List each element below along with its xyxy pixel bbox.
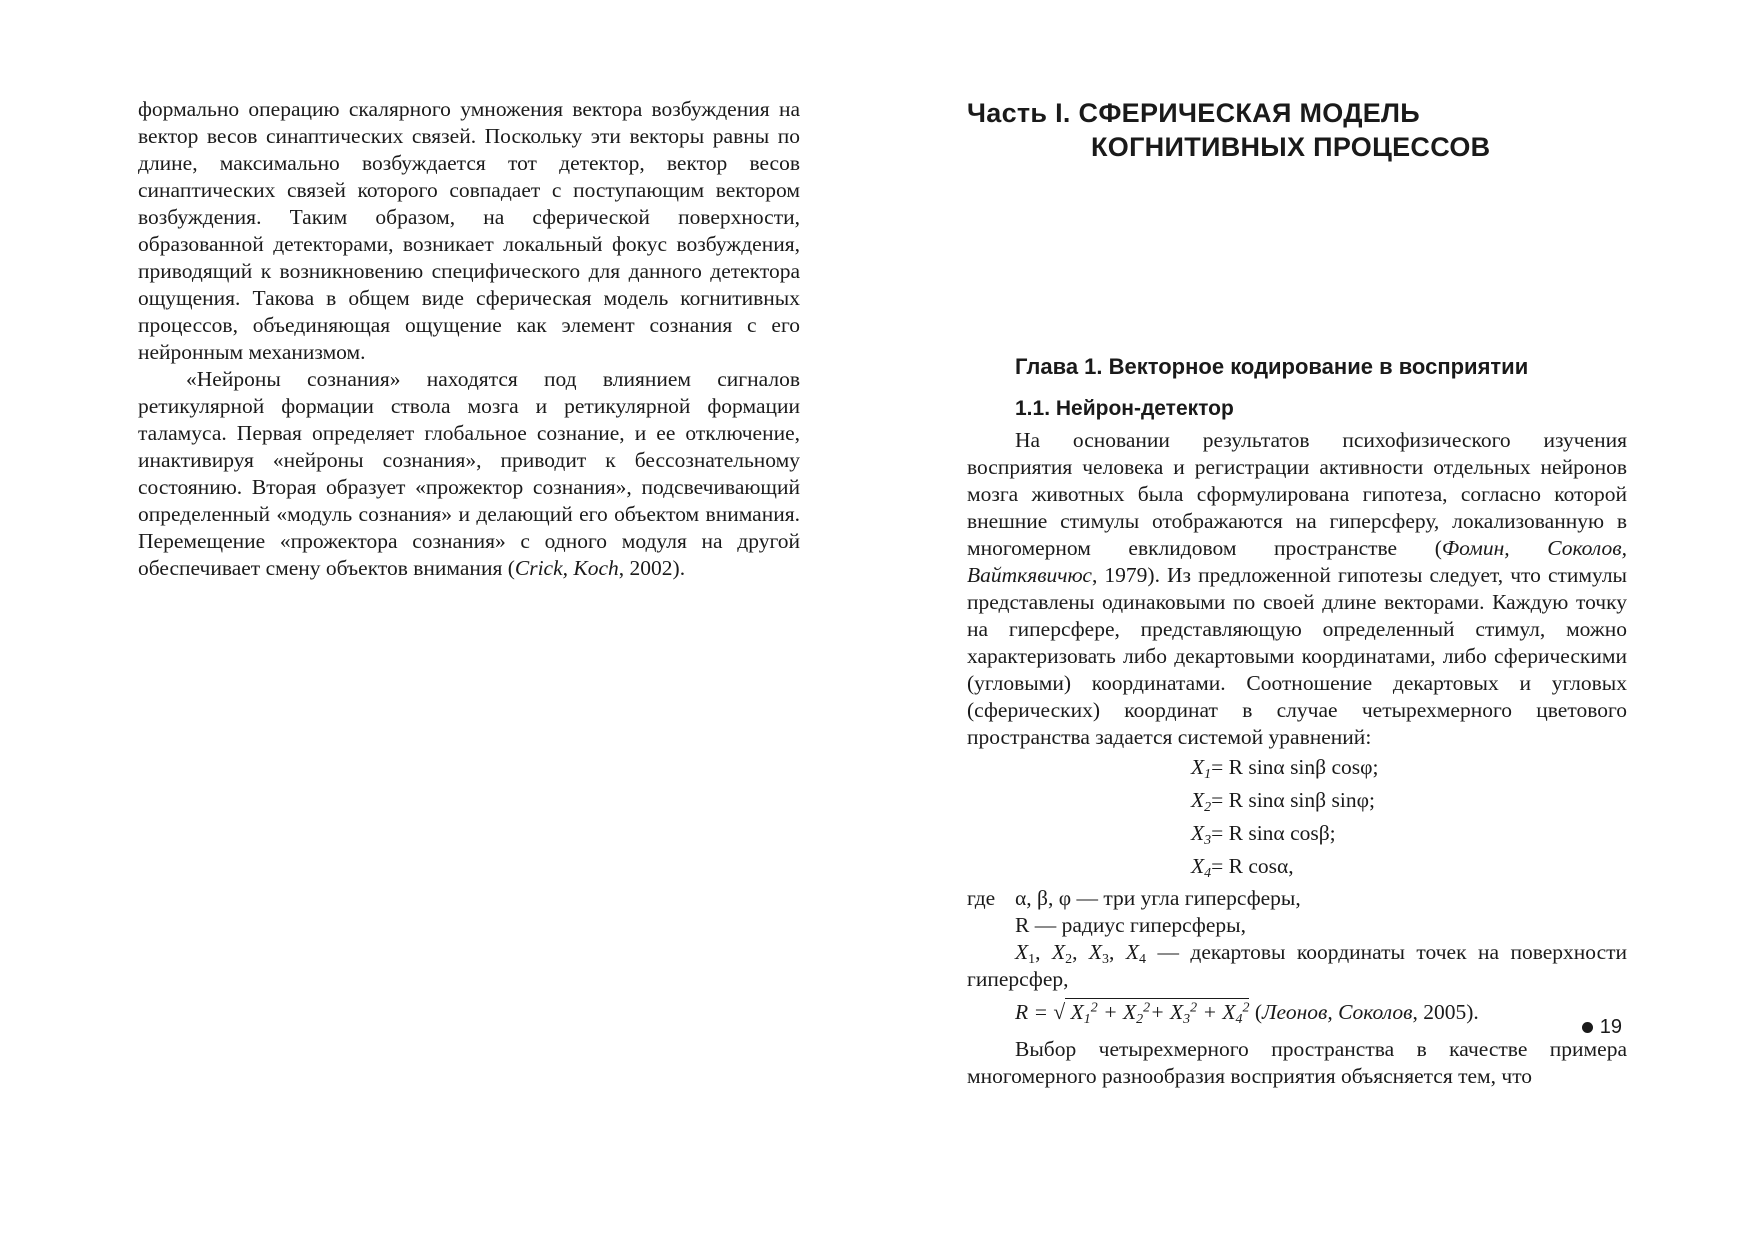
equation-1: $X_1= R$ sinα sinβ cosφ; <box>1191 755 1379 783</box>
citation-authors: Crick, Koch <box>514 556 619 580</box>
equation-3: $X_3= R$ sinα cosβ; <box>1191 821 1336 849</box>
equation-system <box>967 751 1627 883</box>
left-paragraph-2: «Нейроны сознания» находятся под влиянием сигналов ретикулярной формации ствола мозга и ретикулярной формации таламуса. Первая определяет глобальное сознание, и ее отключение, инактивируя «нейроны сознания», приводит к бессознательному состоянию. Вторая образует «прожектор сознания», подсвечивающий определенный «модуль сознания» и делающий его объектом внимания. Перемещение «прожектора сознания» с одного модуля на другой обеспечивает смену объектов внимания (Crick, Koch, 2002). <box>138 367 800 580</box>
right-column <box>967 96 1627 1090</box>
left-column <box>138 96 800 582</box>
definition-angles: α, β, φ — три угла гиперсферы, <box>1015 886 1301 910</box>
radius-formula: R = √ $X_1^2 + X_2^2+ X_3^2 + X_4^2$ (Леонов, Соколов, 2005). <box>1015 1000 1479 1028</box>
definition-radius: R — радиус гиперсферы, <box>1015 913 1246 937</box>
left-paragraph-1: формально операцию скалярного умножения вектора возбуждения на вектор весов синаптических связей. Поскольку эти векторы равны по длине, максимально возбуждается тот детектор, вектор весов синаптических связей которого совпадает с поступающим вектором возбуждения. Таким образом, на сферической поверхности, образованной детекторами, возникает локальный фокус возбуждения, приводящий к возникновению специфического для данного детектора ощущения. Такова в общем виде сферическая модель когнитивных процессов, объединяющая ощущение как элемент сознания с его нейронным механизмом. <box>138 97 800 364</box>
definition-coordinates: $X_1$, $X_2$, $X_3$, $X_4$ — декартовы координаты точек на поверхности гиперсфер, <box>967 940 1628 991</box>
sqrt-sign: √ <box>1053 1000 1066 1024</box>
chapter-title: Глава 1. Векторное кодирование в восприятии <box>1015 354 1529 379</box>
bullet-icon <box>1582 1022 1593 1033</box>
definitions <box>967 885 1627 993</box>
where-label: где <box>967 886 996 910</box>
section-title: 1.1. Нейрон-детектор <box>1015 397 1234 420</box>
page-number: 19 <box>1582 1016 1622 1039</box>
right-page <box>877 0 1754 1240</box>
equation-4: $X_4= R$ cosα, <box>1191 854 1294 882</box>
right-paragraph-1: На основании результатов психофизического изучения восприятия человека и регистрации активности отдельных нейронов мозга животных была сформулирована гипотеза, согласно которой внешние стимулы отображаются на гиперсферу, локализованную в многомерном евклидовом пространстве (Фомин, Соколов, Вайткявичюс, 1979). Из предложенной гипотезы следует, что стимулы представлены одинаковыми по своей длине векторами. Каждую точку на гиперсфере, представляющую определенный стимул, можно характеризовать либо декартовыми координатами, либо сферическими (угловыми) координатами. Соотношение декартовых и угловых (сферических) координат в случае четырехмерного цветового пространства задается системой уравнений: <box>967 428 1627 749</box>
right-paragraph-2: Выбор четырехмерного пространства в качестве примера многомерного разнообразия восприятия объясняется тем, что <box>967 1037 1627 1088</box>
part-title: Часть I. СФЕРИЧЕСКАЯ МОДЕЛЬ КОГНИТИВНЫХ ПРОЦЕССОВ <box>967 98 1491 162</box>
equation-2: $X_2= R$ sinα sinβ sinφ; <box>1191 788 1375 816</box>
